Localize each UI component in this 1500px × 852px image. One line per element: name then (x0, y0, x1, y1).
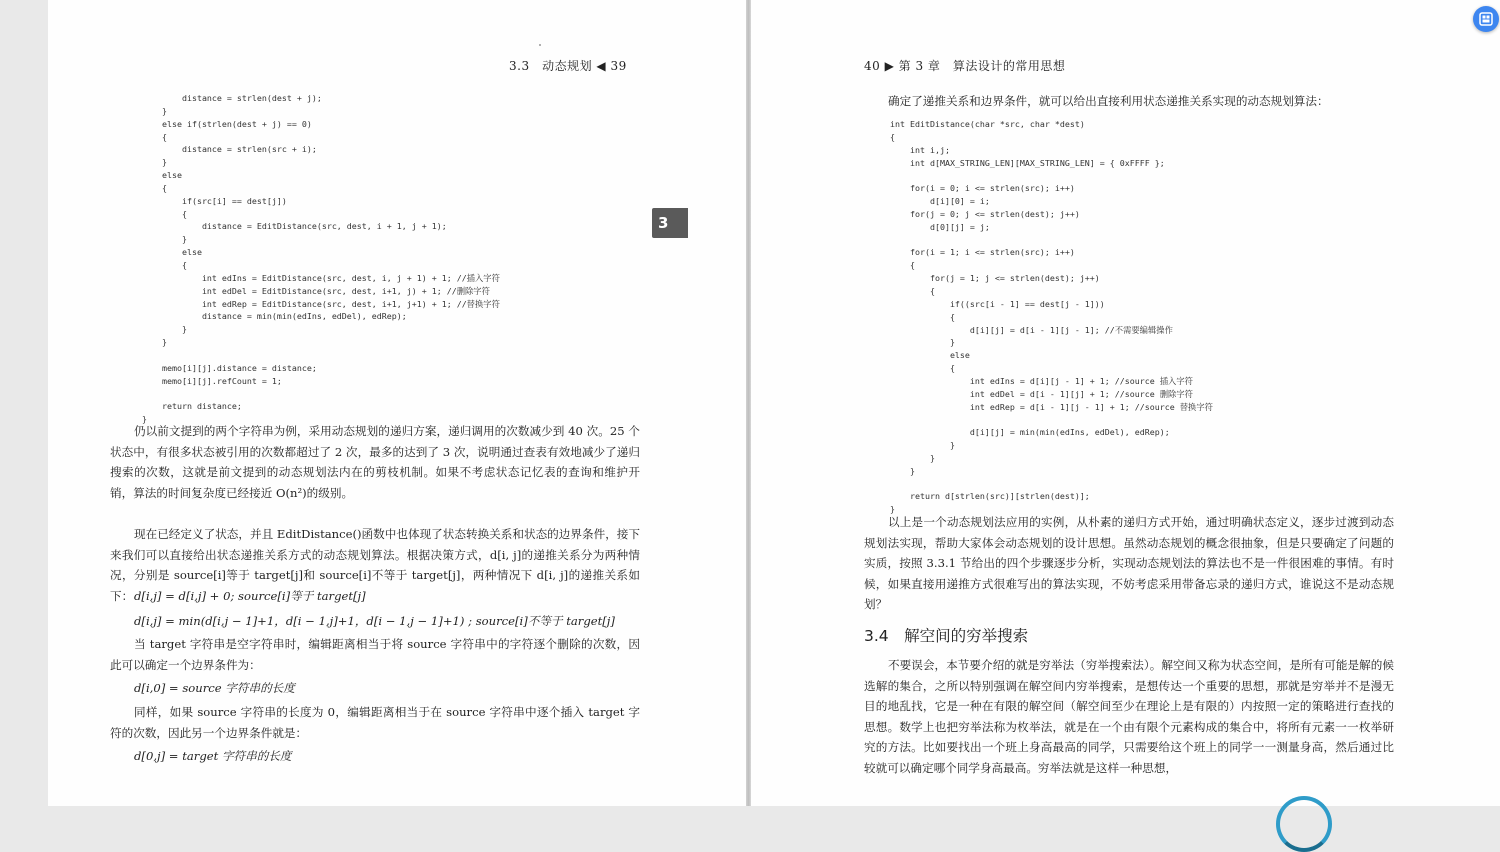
left-code-block: distance = strlen(dest + j); } else if(strlen(dest + j) == 0) { distance = strlen(src + i); } else { if(src[i] == dest[j]) { distance = EditDistance(src, dest, i + 1, j + 1); } else { int edIns = EditDistance(src, dest, i, j + 1) + 1; //插入字符 int edDel = EditDistance(src, dest, i+1, j) + 1; //删除字符 int edRep = EditDistance(src, dest, i+1, j+1) + 1; //替换字符 distance = min(min(edIns, edDel), edRep); } } memo[i][j].distance = distance; memo[i][j].refCount = 1; return distance; } (142, 93, 500, 425)
chapter-tab: 3 (652, 208, 688, 238)
right-paragraph-1: 以上是一个动态规划法应用的实例，从朴素的递归方式开始，通过明确状态定义，逐步过渡到动态规划法实现，帮助大家体会动态规划的设计思想。虽然动态规划的概念很抽象，但是只要确定了问题的实质，按照 3.3.1 节给出的四个步骤逐步分析，实现动态规划法的算法也不是一件很困难的事情。有时候，如果直接用递推方式很难写出的算法实现，不妨考虑采用带备忘录的递归方式，谁说这不是动态规划？ (864, 515, 1394, 611)
formula-equal-case: d[i,j] = d[i,j] + 0; source[i]等于 target[j] (134, 589, 366, 603)
right-paragraph-2: 不要误会，本节要介绍的就是穷举法（穷举搜索法）。解空间又称为状态空间，是所有可能是解的候选解的集合，之所以特别强调在解空间内穷举搜索，是想传达一个重要的思想，那就是穷举并不是漫无目的地乱找，它是一种在有限的解空间（解空间至少在理论上是有限的）内按照一定的策略进行查找的思想。数学上也把穷举法称为枚举法，就是在一个由有限个元素构成的集合中，将所有元素一一枚举研究的方法。比如要找出一个班上身高最高的同学，只需要给这个班上的同学一一测量身高，然后通过比较就可以确定哪个同学身高最高。穷举法就是这样一种思想， (864, 658, 1394, 775)
section-heading: 3.4 解空间的穷举搜索 (864, 627, 1029, 645)
left-paragraph-3: 当 target 字符串是空字符串时，编辑距离相当于将 source 字符串中的字符逐个删除的次数，因此可以确定一个边界条件为： (110, 637, 640, 672)
formula-unequal-case: d[i,j] = min(d[i,j − 1]+1，d[i − 1,j]+1，d[i − 1,j − 1]+1) ; source[i]不等于 target[j] (134, 614, 615, 628)
left-paragraph-2: 现在已经定义了状态，并且 EditDistance()函数中也体现了状态转换关系和状态的边界条件，接下来我们可以直接给出状态递推关系方式的动态规划算法。根据决策方式，d[i, j]的递推关系分为两种情况，分别是 source[i]等于 target[j]和 source[i]不等于 target[j]，两种情况下 d[i, j]的递推关系如下： (110, 527, 640, 603)
right-code-block: int EditDistance(char *src, char *dest) { int i,j; int d[MAX_STRING_LEN][MAX_STRING_LEN] = { 0xFFFF }; for(i = 0; i <= strlen(src); i++) d[i][0] = i; for(j = 0; j <= strlen(dest); j++) d[0][j] = j; for(i = 1; i <= strlen(src); i++) { for(j = 1; j <= strlen(dest); j++) { if((src[i - 1] == dest[j - 1])) { d[i][j] = d[i - 1][j - 1]; //不需要编辑操作 } else { int edIns = d[i][j - 1] + 1; //source 插入字符 int edDel = d[i - 1][j] + 1; //source 删除字符 int edRep = d[i - 1][j - 1] + 1; //source 替换字符 d[i][j] = min(min(edIns, edDel), edRep); } } } return d[strlen(src)][strlen(dest)]; } (890, 119, 1213, 515)
loading-indicator (1276, 796, 1332, 852)
right-intro-text: 确定了递推关系和边界条件，就可以给出直接利用状态递推关系实现的动态规划算法： (888, 94, 1329, 108)
formula-boundary-target-empty: d[i,0] = source 字符串的长度 (134, 681, 295, 695)
left-paragraph-4: 同样，如果 source 字符串的长度为 0，编辑距离相当于在 source 字符串中逐个插入 target 字符的次数，因此另一个边界条件就是： (110, 705, 640, 740)
image-view-icon (1479, 12, 1493, 26)
right-page-header: 40 ▶ 第 3 章 算法设计的常用思想 (864, 59, 1066, 73)
formula-boundary-source-empty: d[0,j] = target 字符串的长度 (134, 749, 292, 763)
left-page-header: 3.3 动态规划 ◀ 39 (509, 59, 627, 73)
image-view-button[interactable] (1473, 6, 1499, 32)
left-paragraph-1: 仍以前文提到的两个字符串为例，采用动态规划的递归方案，递归调用的次数减少到 40 次。25 个状态中，有很多状态被引用的次数都超过了 2 次，最多的达到了 3 次，说明通过查表有效地减少了递归搜索的次数，这就是前文提到的动态规划法内在的剪枝机制。如果不考虑状态记忆表的查询和维护开销，算法的时间复杂度已经接近 O(n²)的级别。 (110, 424, 640, 500)
scan-speck (539, 44, 541, 46)
